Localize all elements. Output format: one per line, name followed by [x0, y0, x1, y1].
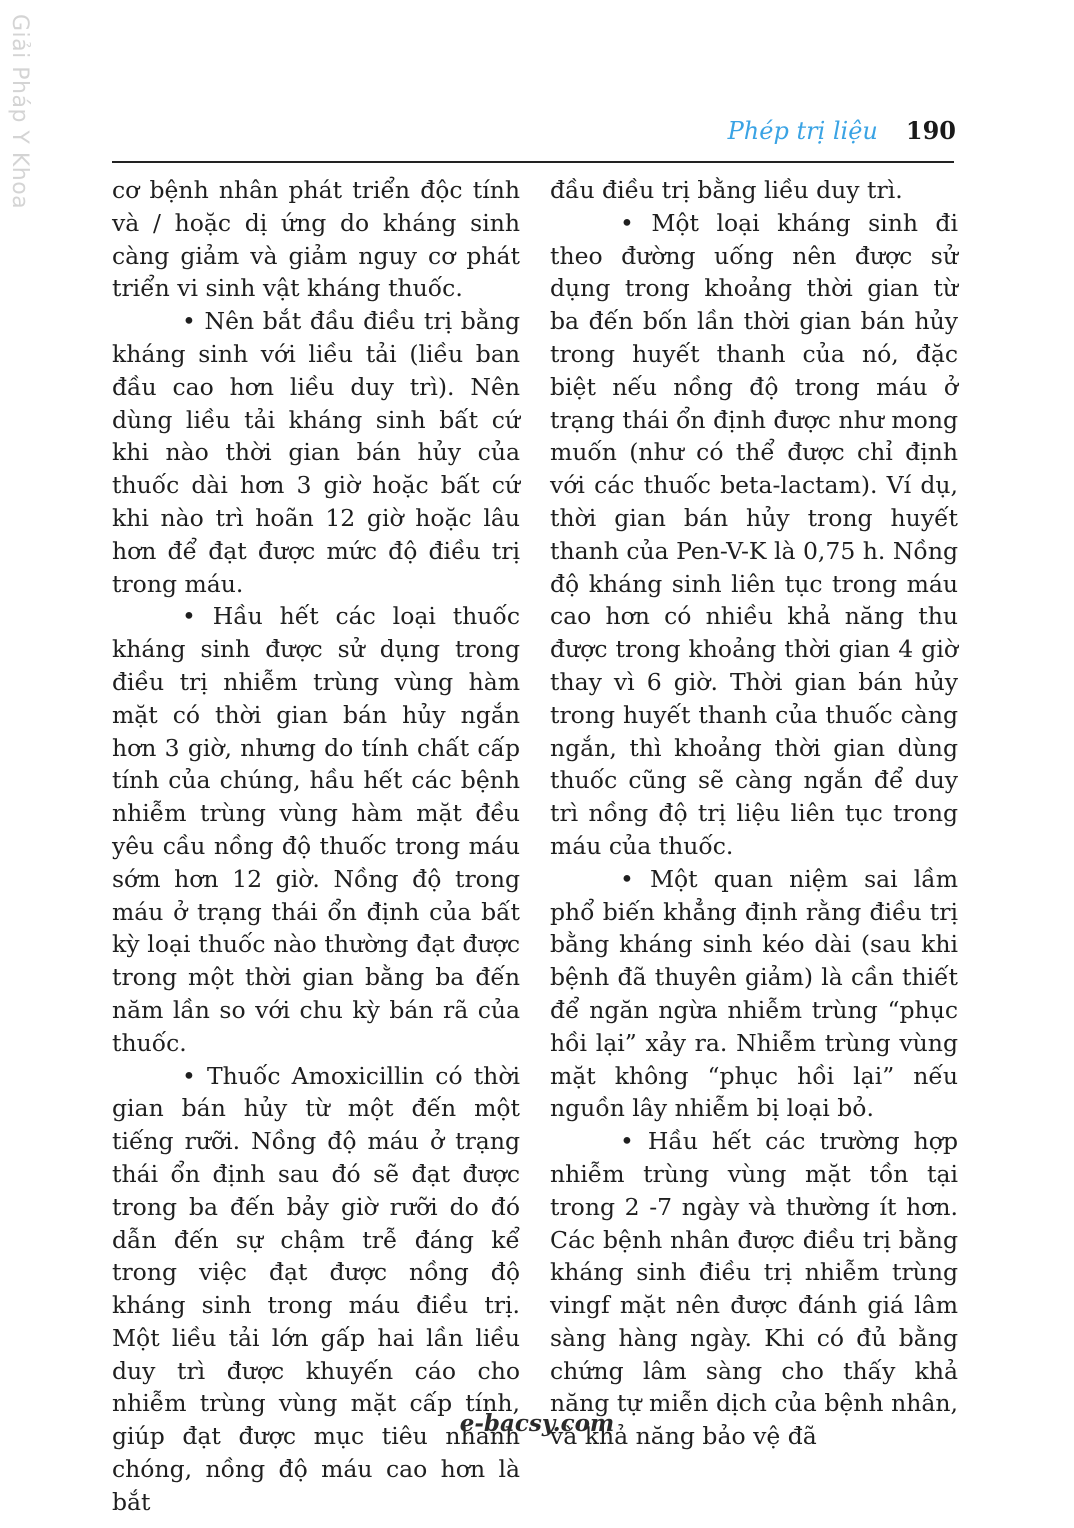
paragraph: đầu điều trị bằng liều duy trì.	[550, 176, 903, 204]
right-column	[550, 174, 958, 1453]
left-column	[112, 174, 520, 1519]
footer-site: e-bacsy.com	[459, 1410, 615, 1437]
bullet-paragraph: • Hầu hết các loại thuốc kháng sinh được sử dụng trong điều trị nhiễm trùng vùng hàm mặt có thời gian bán hủy ngắn hơn 3 giờ, nhưng do tính chất cấp tính của chúng, hầu hết các bệnh nhiễm trùng vùng hàm mặt đều yêu cầu nồng độ thuốc trong máu sớm hơn 12 giờ. Nồng độ trong máu ở trạng thái ổn định của bất kỳ loại thuốc nào thường đạt được trong một thời gian bằng ba đến năm lần so với chu kỳ bán rã của thuốc.	[112, 600, 520, 1059]
bullet-paragraph: • Hầu hết các trường hợp nhiễm trùng vùng mặt tồn tại trong 2 -7 ngày và thường ít hơn. Các bệnh nhân được điều trị bằng kháng sinh điều trị nhiễm trùng vingf mặt nên được đánh giá lâm sàng hàng ngày. Khi có đủ bằng chứng lâm sàng cho thấy khả năng tự miễn dịch của bệnh nhân, và khả năng bảo vệ đã	[550, 1125, 958, 1453]
header-rule	[112, 161, 954, 163]
section-title: Phép trị liệu	[727, 117, 878, 145]
bullet-paragraph: • Nên bắt đầu điều trị bằng kháng sinh với liều tải (liều ban đầu cao hơn liều duy trì). Nên dùng liều tải kháng sinh bất cứ khi nào thời gian bán hủy của thuốc dài hơn 3 giờ hoặc bất cứ khi nào trì hoãn 12 giờ hoặc lâu hơn để đạt được mức độ điều trị trong máu.	[112, 305, 520, 600]
bullet-paragraph: • Một loại kháng sinh đi theo đường uống nên được sử dụng trong khoảng thời gian từ ba đến bốn lần thời gian bán hủy trong huyết thanh của nó, đặc biệt nếu nồng độ trong máu ở trạng thái ổn định được như mong muốn (như có thể được chỉ định với các thuốc beta-lactam). Ví dụ, thời gian bán hủy trong huyết thanh của Pen-V-K là 0,75 h. Nồng độ kháng sinh liên tục trong máu cao hơn có nhiều khả năng thu được trong khoảng thời gian 4 giờ thay vì 6 giờ. Thời gian bán hủy trong huyết thanh của thuốc càng ngắn, thì khoảng thời gian dùng thuốc cũng sẽ càng ngắn để duy trì nồng độ trị liệu liên tục trong máu của thuốc.	[550, 207, 958, 863]
page-number: 190	[905, 116, 956, 145]
paragraph: cơ bệnh nhân phát triển độc tính và / hoặc dị ứng do kháng sinh càng giảm và giảm nguy cơ phát triển vi sinh vật kháng thuốc.	[112, 176, 520, 303]
bullet-paragraph: • Một quan niệm sai lầm phổ biến khẳng định rằng điều trị bằng kháng sinh kéo dài (sau khi bệnh đã thuyên giảm) là cần thiết để ngăn ngừa nhiễm trùng “phục hồi lại” xảy ra. Nhiễm trùng vùng mặt không “phục hồi lại” nếu nguồn lây nhiễm bị loại bỏ.	[550, 863, 958, 1125]
bullet-paragraph: • Thuốc Amoxicillin có thời gian bán hủy từ một đến một tiếng rưỡi. Nồng độ máu ở trạng thái ổn định sau đó sẽ đạt được trong ba đến bảy giờ rưỡi do đó dẫn đến sự chậm trễ đáng kể trong việc đạt được nồng độ kháng sinh trong máu điều trị. Một liều tải lớn gấp hai lần liều duy trì được khuyến cáo cho nhiễm trùng vùng mặt cấp tính, giúp đạt được mục tiêu nhanh chóng, nồng độ máu cao hơn là bắt	[112, 1060, 520, 1519]
page-header	[728, 116, 956, 145]
watermark-text: Giải Pháp Y Khoa	[7, 14, 32, 210]
